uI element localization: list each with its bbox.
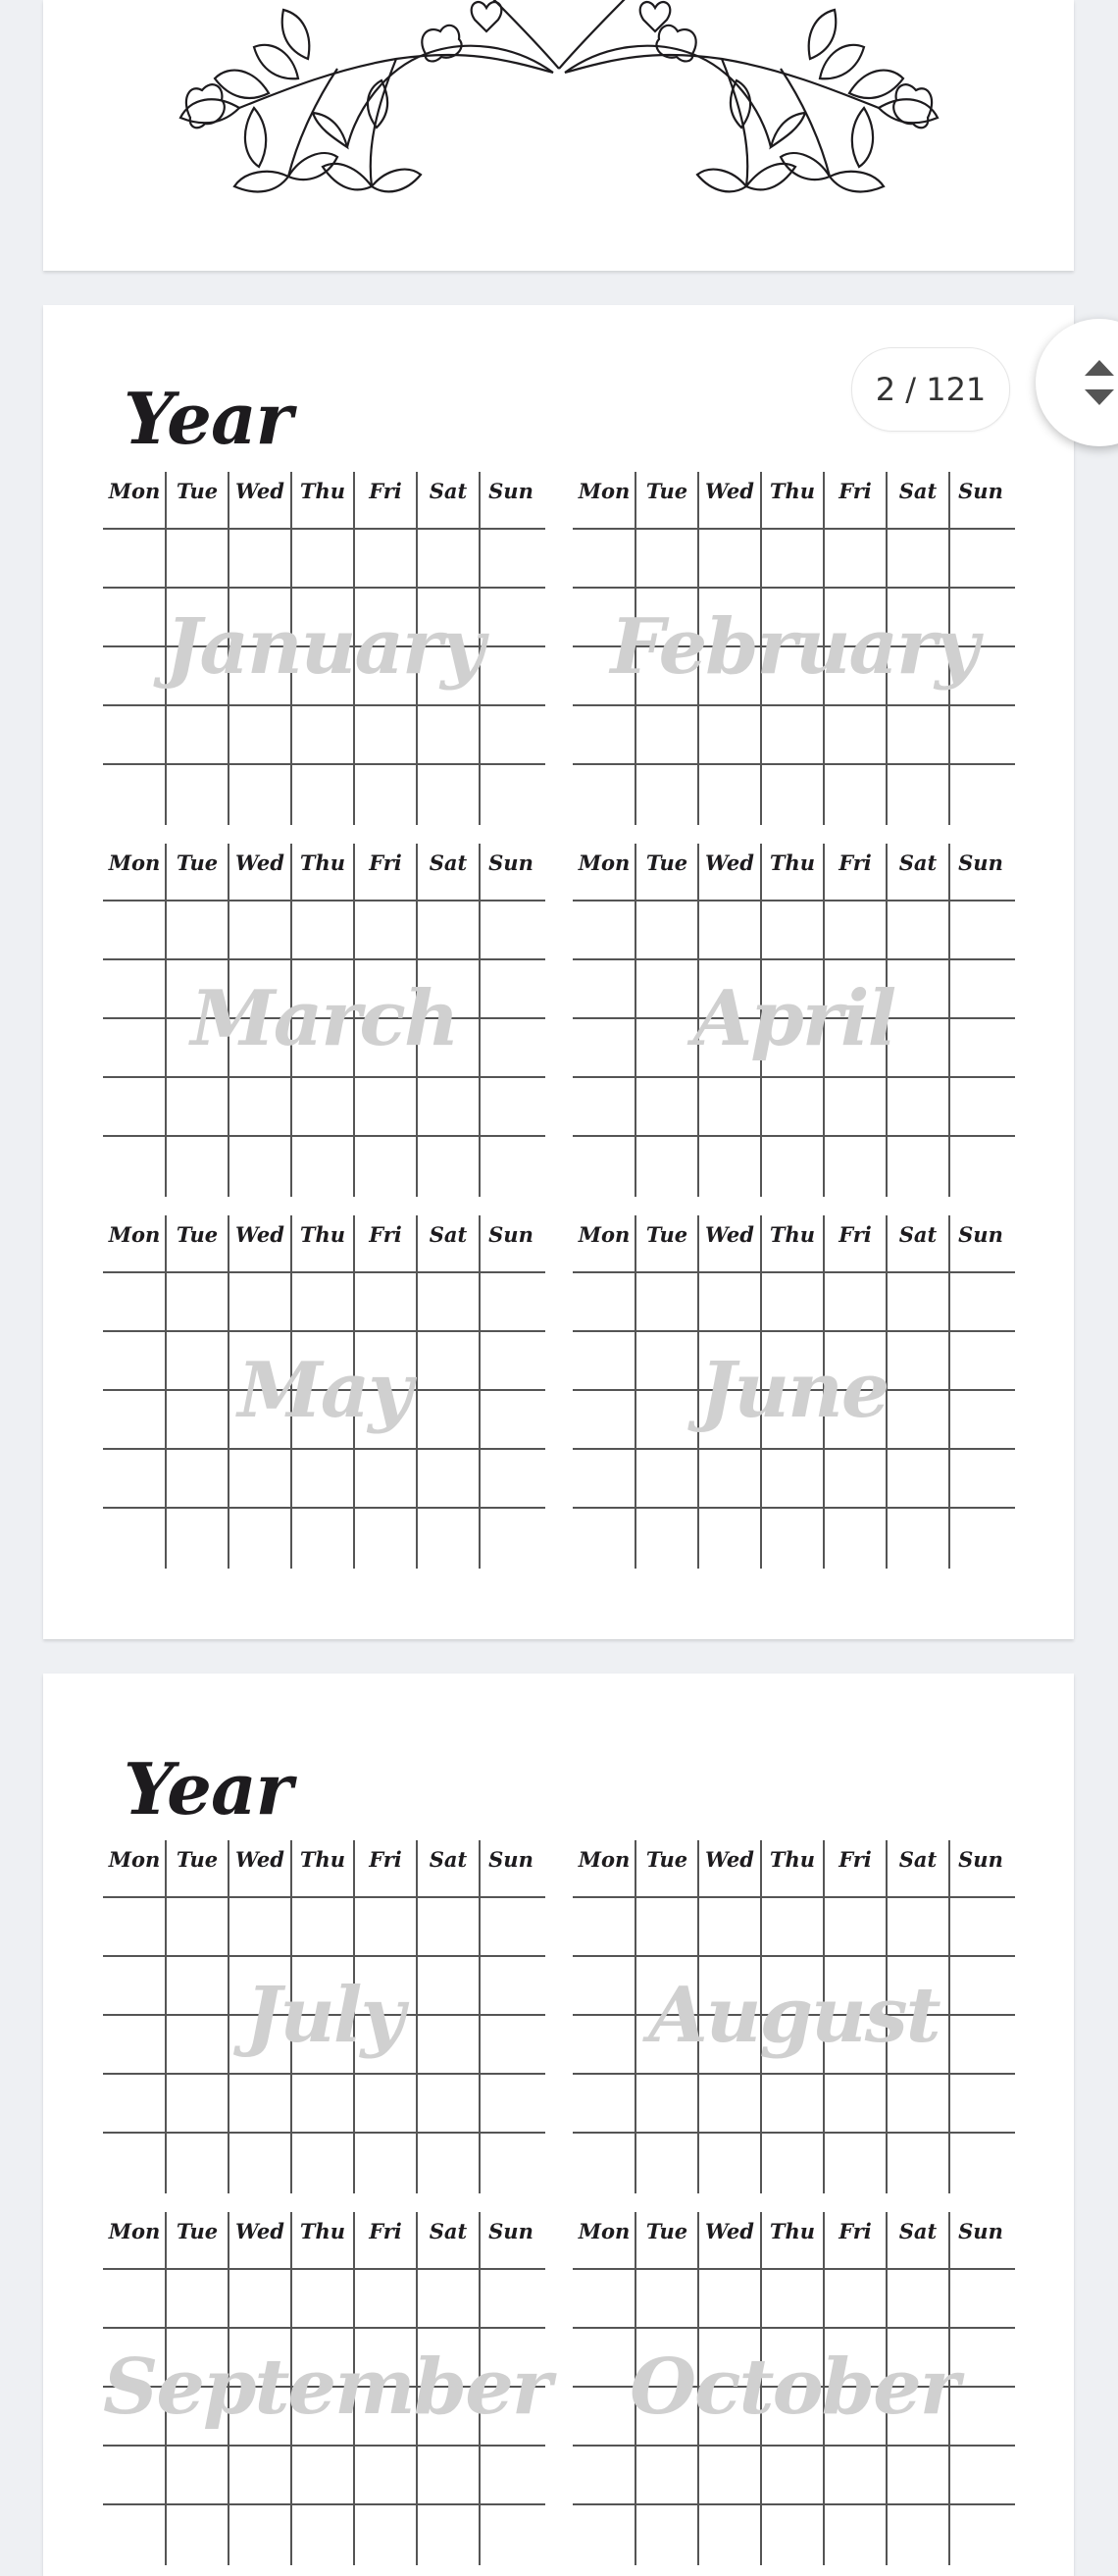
weekday-header: Wed xyxy=(705,1222,754,1247)
weekday-header: Sun xyxy=(958,2219,1003,2243)
month-watermark: March xyxy=(190,974,458,1063)
weekday-header: Fri xyxy=(838,1222,872,1247)
year-title: Year xyxy=(124,1747,292,1830)
weekday-header: Tue xyxy=(645,2219,688,2243)
month-calendar xyxy=(103,1840,545,2193)
weekday-header: Thu xyxy=(299,2219,346,2243)
month-calendar xyxy=(573,844,1015,1197)
weekday-header: Thu xyxy=(769,2219,816,2243)
weekday-header: Mon xyxy=(578,2219,631,2243)
weekday-header: Tue xyxy=(176,2219,219,2243)
weekday-header: Wed xyxy=(235,1222,284,1247)
weekday-header: Thu xyxy=(769,1847,816,1872)
weekday-header: Sat xyxy=(898,479,938,503)
weekday-header: Sun xyxy=(958,850,1003,875)
weekday-header: Fri xyxy=(369,1847,402,1872)
weekday-header: Sat xyxy=(898,2219,938,2243)
weekday-header: Fri xyxy=(369,2219,402,2243)
weekday-header: Sun xyxy=(958,479,1003,503)
month-watermark: February xyxy=(610,602,978,692)
month-calendar xyxy=(573,1215,1015,1569)
pdf-page-3 xyxy=(43,1674,1074,2576)
weekday-header: Sun xyxy=(488,479,534,503)
weekday-header: Sat xyxy=(429,850,468,875)
weekday-header: Tue xyxy=(176,850,219,875)
month-watermark: June xyxy=(699,1346,889,1435)
weekday-header: Thu xyxy=(299,1847,346,1872)
weekday-header: Thu xyxy=(769,850,816,875)
month-calendar xyxy=(573,2212,1015,2565)
weekday-header: Thu xyxy=(299,479,346,503)
floral-heart-illustration xyxy=(43,0,1074,271)
weekday-header: Fri xyxy=(369,850,402,875)
weekday-header: Sun xyxy=(488,1222,534,1247)
page-counter: 2 / 121 xyxy=(851,347,1010,432)
month-calendar xyxy=(573,1840,1015,2193)
weekday-header: Sat xyxy=(898,1847,938,1872)
weekday-header: Fri xyxy=(838,850,872,875)
weekday-header: Sat xyxy=(429,2219,468,2243)
month-watermark: August xyxy=(648,1971,940,2060)
weekday-header: Mon xyxy=(108,479,161,503)
weekday-header: Tue xyxy=(176,479,219,503)
weekday-header: Sun xyxy=(488,1847,534,1872)
weekday-header: Tue xyxy=(645,1222,688,1247)
weekday-header: Tue xyxy=(176,1847,219,1872)
weekday-header: Mon xyxy=(578,1222,631,1247)
weekday-header: Wed xyxy=(705,850,754,875)
weekday-header: Mon xyxy=(578,850,631,875)
month-watermark: April xyxy=(692,974,895,1063)
weekday-header: Mon xyxy=(108,850,161,875)
weekday-header: Wed xyxy=(235,850,284,875)
weekday-header: Sat xyxy=(429,479,468,503)
weekday-header: Sun xyxy=(958,1847,1003,1872)
weekday-header: Thu xyxy=(769,479,816,503)
weekday-header: Fri xyxy=(369,1222,402,1247)
weekday-header: Sun xyxy=(488,2219,534,2243)
weekday-header: Sat xyxy=(898,1222,938,1247)
year-title: Year xyxy=(124,377,292,460)
weekday-header: Fri xyxy=(838,2219,872,2243)
weekday-header: Tue xyxy=(645,850,688,875)
weekday-header: Mon xyxy=(108,1222,161,1247)
month-calendar xyxy=(103,844,545,1197)
pdf-page-2 xyxy=(43,305,1074,1639)
month-calendar xyxy=(103,2212,550,2565)
pdf-page-1 xyxy=(43,0,1074,271)
weekday-header: Thu xyxy=(299,1222,346,1247)
month-watermark: October xyxy=(630,2343,958,2432)
weekday-header: Sun xyxy=(488,850,534,875)
month-watermark: September xyxy=(103,2343,550,2432)
weekday-header: Wed xyxy=(235,2219,284,2243)
weekday-header: Fri xyxy=(369,479,402,503)
weekday-header: Sun xyxy=(958,1222,1003,1247)
weekday-header: Mon xyxy=(578,479,631,503)
weekday-header: Tue xyxy=(645,479,688,503)
up-down-arrows-icon xyxy=(1081,358,1118,407)
weekday-header: Sat xyxy=(429,1222,468,1247)
weekday-header: Wed xyxy=(705,2219,754,2243)
weekday-header: Thu xyxy=(299,850,346,875)
weekday-header: Wed xyxy=(235,479,284,503)
month-calendar xyxy=(573,472,1015,825)
month-watermark: January xyxy=(165,602,483,692)
weekday-header: Fri xyxy=(838,479,872,503)
weekday-header: Fri xyxy=(838,1847,872,1872)
weekday-header: Mon xyxy=(578,1847,631,1872)
weekday-header: Sat xyxy=(898,850,938,875)
weekday-header: Wed xyxy=(705,1847,754,1872)
month-watermark: May xyxy=(237,1346,411,1435)
weekday-header: Mon xyxy=(108,1847,161,1872)
month-calendar xyxy=(103,1215,545,1569)
weekday-header: Thu xyxy=(769,1222,816,1247)
weekday-header: Wed xyxy=(705,479,754,503)
weekday-header: Tue xyxy=(176,1222,219,1247)
weekday-header: Wed xyxy=(235,1847,284,1872)
weekday-header: Tue xyxy=(645,1847,688,1872)
weekday-header: Sat xyxy=(429,1847,468,1872)
month-watermark: July xyxy=(245,1971,403,2060)
weekday-header: Mon xyxy=(108,2219,161,2243)
month-calendar xyxy=(103,472,545,825)
